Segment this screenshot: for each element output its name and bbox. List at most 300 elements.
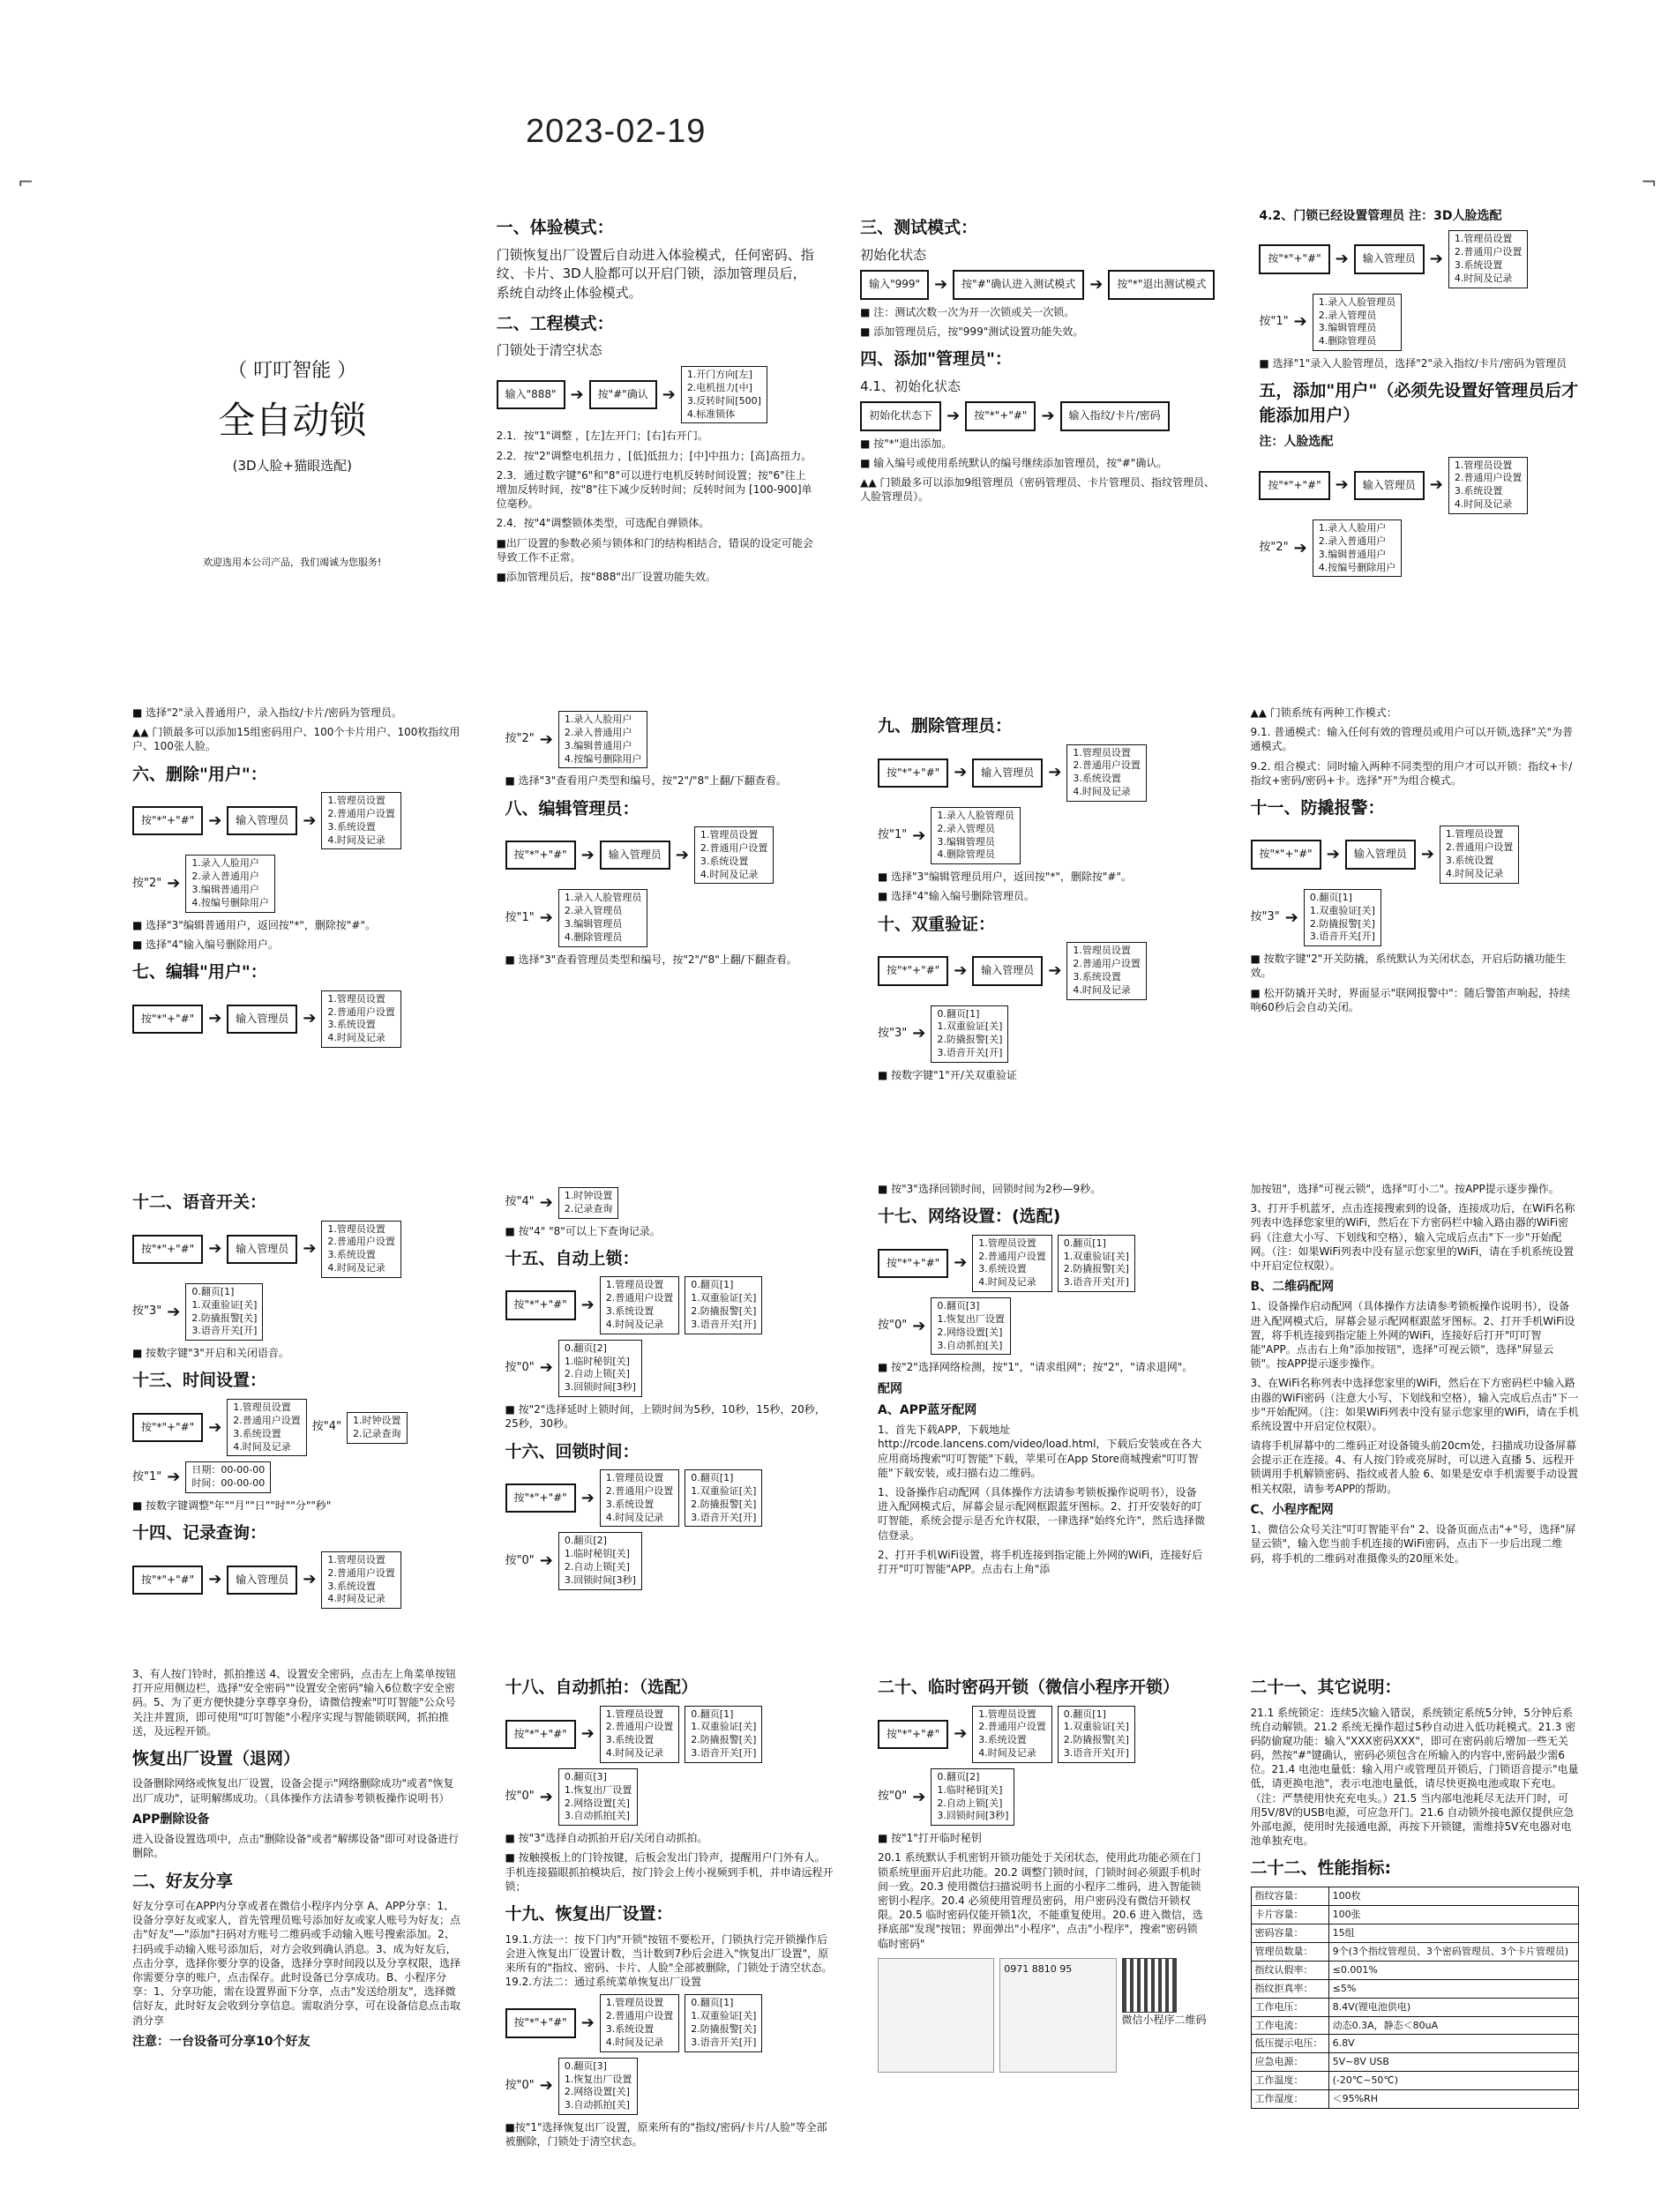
spec-row bbox=[1251, 2035, 1579, 2053]
spec-row bbox=[1251, 1998, 1579, 2016]
paragraph: 3、在WiFi名称列表中选择您家里的WiFi，然后在下方密码栏中输入路由器的WiFi密码（注意大小写、下划线和空格），输入完成后点击"下一步"开始配网。（注：如果WiFi列表中没有显示您家里的WiFi，请在手机系统设置中开启定位权限）。 bbox=[1250, 1377, 1579, 1432]
paragraph: ■ 按数字键"3"开启和关闭语音。 bbox=[132, 1347, 289, 1360]
arrow-icon: ➔ bbox=[912, 1024, 926, 1043]
flow-box: 按"*"+"#" bbox=[505, 2008, 576, 2037]
arrow-icon: ➔ bbox=[539, 1787, 553, 1806]
flow-box: 按"*"+"#" bbox=[505, 1720, 576, 1749]
flow-diagram bbox=[505, 826, 834, 884]
key-label: 按"3" bbox=[132, 1304, 162, 1319]
section-panel bbox=[878, 1667, 1207, 2178]
flow-diagram bbox=[878, 744, 1207, 802]
section-panel bbox=[505, 1667, 834, 2178]
menu-list: 1.管理员设置 2.普通用户设置 3.系统设置 4.时间及记录 bbox=[1066, 942, 1147, 999]
menu-list: 1.录入人脸用户 2.录入普通用户 3.编辑普通用户 4.按编号删除用户 bbox=[558, 711, 648, 768]
paragraph: 进入设备设置选项中，点击"删除设备"或者"解绑设备"即可对设备进行删除。 bbox=[132, 1833, 460, 1860]
flow-box: 按"*"+"#" bbox=[505, 841, 576, 870]
section-heading: 注意：一台设备可分享10个好友 bbox=[132, 2034, 311, 2049]
section-heading: 八、编辑管理员： bbox=[505, 798, 640, 818]
section-heading: B、二维码配网 bbox=[1250, 1280, 1335, 1295]
flow-diagram bbox=[497, 366, 817, 423]
paragraph: 19.1.方法一：按下门内"开锁"按钮不要松开，门锁执行完开锁操作后会进入恢复出厂设置计数，当计数到7秒后会进入"恢复出厂设置"，原来所有的"指纹、密码、卡片、人脸"全部被删除，门锁处于清空状态。19.2.方法二：通过系统菜单恢复出厂设置 bbox=[505, 1932, 833, 1989]
section-heading: 二十二、性能指标: bbox=[1250, 1858, 1392, 1879]
spec-value: (-20℃~50℃) bbox=[1328, 2072, 1578, 2090]
flow-diagram bbox=[878, 942, 1207, 999]
paragraph: 2.3．通过数字键"6"和"8"可以进行电机反转时间设置；按"6"往上增加反转时间，按"8"往下减少反转时间；反转时间为 [100-900]单位毫秒。 bbox=[496, 468, 812, 511]
section-heading: APP删除设备 bbox=[132, 1812, 210, 1827]
flow-box: 输入管理员 bbox=[1345, 840, 1416, 869]
paragraph: ■ 按"3"选择自动抓拍开启/关闭自动抓拍。 bbox=[505, 1832, 708, 1845]
paragraph: ■ 按"*"退出添加。 bbox=[860, 437, 953, 450]
spec-value: ≤5% bbox=[1328, 1979, 1578, 1998]
cover-panel bbox=[132, 207, 453, 666]
menu-list: 1.管理员设置 2.普通用户设置 3.系统设置 4.时间及记录 bbox=[321, 1551, 401, 1609]
paragraph: 3、有人按门铃时，抓拍推送 4、设置安全密码，点击左上角菜单按钮打开应用侧边栏，选择"安全密码""设置安全密码"输入6位数字安全密码。5、为了更方便快捷分享尊享身份，请微信搜索"叮叮智能"公众号关注并置顶，即可使用"叮叮智能"小程序实现与智能锁联网，抓拍推送，及远程开锁。 bbox=[132, 1668, 457, 1737]
arrow-icon: ➔ bbox=[208, 1009, 222, 1028]
flow-box: 按"*"退出测试模式 bbox=[1108, 270, 1215, 299]
product-subtitle: (3D人脸+猫眼选配) bbox=[232, 457, 352, 474]
spec-label: 指纹容量： bbox=[1251, 1887, 1328, 1905]
section-heading: 二、好友分享 bbox=[132, 1871, 234, 1891]
menu-list: 1.管理员设置 2.普通用户设置 3.系统设置 4.时间及记录 bbox=[1448, 230, 1529, 288]
menu-list: 1.管理员设置 2.普通用户设置 3.系统设置 4.时间及记录 bbox=[600, 1469, 680, 1527]
temp-password: 0971 8810 95 bbox=[1004, 1962, 1073, 1975]
spec-value: 100张 bbox=[1328, 1905, 1578, 1924]
menu-list: 0.翻页[1] 1.双重验证[关] 2.防撬报警[关] 3.语音开关[开] bbox=[1304, 889, 1381, 946]
spec-table bbox=[1251, 1887, 1580, 2109]
crop-mark: ¬ bbox=[1641, 172, 1657, 194]
section-panel bbox=[1259, 207, 1579, 666]
paragraph: 2.1．按"1"调整 ，[左]左开门；[右]右开门。 bbox=[496, 430, 708, 443]
menu-list: 1.录入人脸用户 2.录入普通用户 3.编辑普通用户 4.按编号删除用户 bbox=[185, 855, 275, 912]
section-heading: 恢复出厂设置（退网） bbox=[132, 1748, 301, 1768]
flow-diagram bbox=[878, 1235, 1207, 1292]
flow-box: 输入管理员 bbox=[972, 759, 1043, 788]
menu-list: 0.翻页[1] 1.双重验证[关] 2.防撬报警[关] 3.语音开关[开] bbox=[1058, 1235, 1135, 1292]
flow-box: 初始化状态下 bbox=[860, 401, 941, 430]
spec-row bbox=[1251, 1887, 1579, 1905]
arrow-icon: ➔ bbox=[539, 1551, 553, 1571]
arrow-icon: ➔ bbox=[912, 1316, 926, 1335]
paragraph: ■ 输入编号或使用系统默认的编号继续添加管理员，按"#"确认。 bbox=[860, 456, 1168, 469]
spec-value: 动态0.3A，静态＜80uA bbox=[1328, 2016, 1578, 2035]
section-panel bbox=[497, 207, 817, 666]
key-label: 按"0" bbox=[505, 2078, 535, 2092]
paragraph: ■ 按"2"选择延时上锁时间，上锁时间为5秒，10秒，15秒，20秒，25秒，30秒。 bbox=[505, 1403, 826, 1431]
paragraph: ■ 按"2"选择网络检测，按"1"，"请求组网"；按"2"，"请求退网"。 bbox=[878, 1361, 1193, 1374]
flow-diagram bbox=[878, 1706, 1207, 1763]
page-row-3 bbox=[132, 1182, 1579, 1640]
flow-diagram bbox=[505, 889, 834, 946]
menu-list: 1.时钟设置 2.记录查询 bbox=[558, 1187, 619, 1219]
paragraph: 3、打开手机蓝牙，点击连接搜索到的设备，连接成功后，在WiFi名称列表中选择您家里的WiFi，然后在下方密码栏中输入路由器的WiFi密码（注意大小写、下划线和空格），输入完成后点击"下一步"开始配网。（注：如果WiFi列表中没有显示您家里的WiFi，请在手机系统设置中开启定位权限）。 bbox=[1250, 1202, 1575, 1272]
paragraph: 21.1 系统锁定：连续5次输入错误，系统锁定系统5分钟，5分钟后系统自动解锁。21.2 系统无操作超过5秒自动进入低功耗模式。21.3 密码防偷窥功能：输入"XXX密码XXX"，即可在密码前后增加一些无关码，然按"#"键确认，密码必须包含在所输入的内容中,密码最少需6位。21.4 电池电量低：输入用户或管理员开锁后，门锁语音提示"电量低，请更换电池"，表示电池电量低，请尽快更换电池或取下充电。（注：严禁使用快充充电头。）21.5 当内部电池耗尽无法开门时，可用5V/8V的USB电源，可应急开门。21.6 自动锁外接电源仅提供应急外部电源，使用时先接通电源，再按下开锁键，需维持5V充电器对电池单独充电。 bbox=[1250, 1706, 1579, 1848]
section-panel bbox=[132, 706, 461, 1147]
menu-list: 0.翻页[2] 1.临时秘钥[关] 2.自动上锁[关] 3.回锁时间[3秒] bbox=[931, 1768, 1014, 1826]
section-heading: 十五、自动上锁： bbox=[505, 1248, 640, 1268]
menu-list: 0.翻页[1] 1.双重验证[关] 2.防撬报警[关] 3.语音开关[开] bbox=[685, 1276, 762, 1334]
key-label: 按"1" bbox=[878, 828, 908, 842]
paragraph: ■ 按数字键"1"开/关双重验证 bbox=[878, 1068, 1017, 1081]
flow-diagram bbox=[1259, 230, 1579, 288]
flow-box: 按"*"+"#" bbox=[878, 1720, 948, 1749]
arrow-icon: ➔ bbox=[1048, 763, 1062, 782]
flow-box: 按"#"确认 bbox=[589, 380, 657, 409]
flow-box: 按"*"+"#" bbox=[878, 1249, 948, 1278]
paragraph: 注：人脸选配 bbox=[1259, 435, 1334, 450]
flow-diagram bbox=[1259, 294, 1579, 351]
arrow-icon: ➔ bbox=[1429, 475, 1443, 495]
arrow-icon: ➔ bbox=[934, 274, 948, 294]
flow-box: 输入管理员 bbox=[227, 806, 297, 835]
flow-diagram bbox=[132, 792, 461, 849]
arrow-icon: ➔ bbox=[208, 1570, 222, 1589]
menu-list: 1.管理员设置 2.普通用户设置 3.系统设置 4.时间及记录 bbox=[972, 1706, 1052, 1763]
arrow-icon: ➔ bbox=[1293, 538, 1307, 557]
flow-diagram bbox=[132, 1399, 461, 1456]
paragraph: 4.1、初始化状态 bbox=[860, 377, 961, 394]
arrow-icon: ➔ bbox=[580, 1296, 595, 1315]
flow-diagram bbox=[1259, 519, 1579, 577]
paragraph: ■ 选择"1"录入人脸管理员，选择"2"录入指纹/卡片/密码为管理员 bbox=[1259, 357, 1568, 370]
section-heading: 十一、防撬报警： bbox=[1250, 797, 1385, 818]
section-heading: 五，添加"用户"（必须先设置好管理员后才能添加用户） bbox=[1259, 381, 1579, 425]
paragraph: ■ 选择"4"输入编号删除管理员。 bbox=[878, 890, 1035, 903]
spec-value: 5V~8V USB bbox=[1328, 2053, 1578, 2072]
paragraph: 门锁处于清空状态 bbox=[496, 342, 602, 359]
flow-diagram bbox=[505, 1340, 834, 1397]
menu-list: 1.录入人脸管理员 2.录入管理员 3.编辑管理员 4.删除管理员 bbox=[1313, 294, 1403, 351]
flow-box: 按"*"+"#" bbox=[1251, 840, 1321, 869]
flow-box: 按"*"+"#" bbox=[132, 1566, 203, 1595]
menu-list: 1.管理员设置 2.普通用户设置 3.系统设置 4.时间及记录 bbox=[321, 1221, 401, 1278]
arrow-icon: ➔ bbox=[303, 1009, 317, 1028]
menu-list: 0.翻页[2] 1.临时秘钥[关] 2.自动上锁[关] 3.回锁时间[3秒] bbox=[558, 1532, 642, 1589]
flow-box: 输入管理员 bbox=[600, 841, 670, 870]
arrow-icon: ➔ bbox=[954, 1724, 968, 1744]
spec-row bbox=[1251, 1979, 1579, 1998]
paragraph: 2.2．按"2"调整电机扭力 ，[低]低扭力；[中]中扭力；[高]高扭力。 bbox=[496, 449, 812, 462]
flow-box: 输入管理员 bbox=[227, 1235, 297, 1264]
spec-row bbox=[1251, 1961, 1579, 1979]
paragraph: ■ 松开防撬开关时，界面显示"联网报警中"：随后警笛声响起，持续响60秒后会自动关闭。 bbox=[1250, 986, 1570, 1013]
section-heading: 六、删除"用户"： bbox=[132, 764, 267, 784]
section-heading: 十九、恢复出厂设置： bbox=[505, 1904, 673, 1924]
flow-box: 按"*"+"#" bbox=[505, 1290, 576, 1319]
spec-label: 卡片容量： bbox=[1251, 1905, 1328, 1924]
section-panel bbox=[1251, 1667, 1580, 2178]
flow-box: 按"*"+"#" bbox=[1259, 244, 1329, 273]
arrow-icon: ➔ bbox=[675, 845, 689, 864]
paragraph: 1、微信公众号关注"叮叮智能平台" 2、设备页面点击"+"号，选择"屏显云锁"，输入您当前手机连接的WiFi密码，点击下一步后出现二维码，将手机的二维码对准摄像头的20厘米处。 bbox=[1250, 1523, 1576, 1565]
paragraph: 20.1 系统默认手机密钥开锁功能处于关闭状态，使用此功能必须在门锁系统里面开启此功能。20.2 调整门锁时间，门锁时间必须跟手机时间一致。20.3 使用微信扫描说明书上面的小程序二维码，进入智能锁密钥小程序。20.4 必须使用管理员密码，用户密码没有微信开锁权限。20.5 临时密码仅能开锁1次，不能重复使用。20.6 进入微信，选择底部"发现"按钮；界面弹出"小程序"，点击"小程序"，搜索"密码锁临时密码" bbox=[878, 1851, 1203, 1950]
flow-diagram bbox=[132, 990, 461, 1048]
paragraph: ■出厂设置的参数必须与锁体和门的结构相结合，错误的设定可能会导致工作不正常。 bbox=[496, 536, 813, 564]
flow-box: 按"*"+"#" bbox=[965, 401, 1036, 430]
menu-list: 0.翻页[2] 1.临时秘钥[关] 2.自动上锁[关] 3.回锁时间[3秒] bbox=[558, 1340, 642, 1397]
flow-diagram bbox=[1251, 889, 1580, 946]
arrow-icon: ➔ bbox=[208, 1417, 222, 1437]
arrow-icon: ➔ bbox=[580, 1488, 595, 1507]
arrow-icon: ➔ bbox=[303, 1570, 317, 1589]
menu-list: 1.管理员设置 2.普通用户设置 3.系统设置 4.时间及记录 bbox=[1440, 826, 1520, 883]
spec-label: 工作电压： bbox=[1251, 1998, 1328, 2016]
paragraph: ■ 按"4" "8"可以上下查询记录。 bbox=[505, 1224, 661, 1237]
paragraph: ▲▲ 门锁最多可以添加9组管理员（密码管理员、卡片管理员、指纹管理员、人脸管理员）。 bbox=[860, 476, 1216, 504]
flow-diagram bbox=[505, 1532, 834, 1589]
qr-label: 微信小程序二维码 bbox=[1121, 2013, 1207, 2026]
paragraph: 设备删除网络或恢复出厂设置，设备会提示"网络删除成功"或者"恢复出厂成功"，证明解绑成功。（具体操作方法请参考锁板操作说明书） bbox=[132, 1777, 454, 1805]
flow-diagram bbox=[505, 711, 834, 768]
section-panel bbox=[1251, 706, 1580, 1147]
menu-list: 0.翻页[1] 1.双重验证[关] 2.防撬报警[关] 3.语音开关[开] bbox=[185, 1283, 263, 1341]
section-panel bbox=[1251, 1182, 1580, 1640]
key-label: 按"0" bbox=[878, 1319, 908, 1333]
arrow-icon: ➔ bbox=[954, 960, 968, 980]
key-label: 按"4" bbox=[505, 1195, 535, 1209]
flow-diagram bbox=[505, 1706, 834, 1763]
arrow-icon: ➔ bbox=[208, 811, 222, 830]
paragraph: 请将手机屏幕中的二维码正对设备镜头前20cm处，扫描成功设备屏幕会提示正在连接。4、有人按门铃或亮屏时，可以进入直播 5、远程开锁调用手机解锁密码、指纹或者人脸 6、如果是安卓手机需要手动设置相关权限，请参考APP的帮助。 bbox=[1250, 1439, 1578, 1495]
paragraph: ■ 选择"2"录入普通用户，录入指纹/卡片/密码为管理员。 bbox=[132, 706, 402, 719]
paragraph: ■ 选择"3"编辑管理员用户，返回按"*"，删除按"#"。 bbox=[878, 871, 1132, 884]
section-heading: 配网 bbox=[878, 1381, 902, 1396]
paragraph: ■ 按触摸板上的门铃按键，后板会发出门铃声，提醒用户门外有人。手机连接猫眼抓拍模块后，按门铃会上传小视频到手机，并申请远程开锁； bbox=[505, 1851, 834, 1893]
arrow-icon: ➔ bbox=[303, 1239, 317, 1259]
section-heading: 十、双重验证： bbox=[878, 914, 996, 934]
arrow-icon: ➔ bbox=[208, 1239, 222, 1259]
flow-box: 输入管理员 bbox=[227, 1566, 297, 1595]
paragraph: 加按钮"，选择"可视云锁"，选择"叮小二"。按APP提示逐步操作。 bbox=[1250, 1183, 1560, 1195]
flow-diagram bbox=[505, 1276, 834, 1334]
spec-value: ≤0.001% bbox=[1328, 1961, 1578, 1979]
section-heading: 十四、记录查询： bbox=[132, 1523, 267, 1543]
paragraph: ■ 选择"4"输入编号删除用户。 bbox=[132, 938, 279, 952]
flow-box: 按"*"+"#" bbox=[132, 806, 203, 835]
paragraph: 1、首先下载APP，下载地址http://rcode.lancens.com/video/load.html，下载后安装或在各大应用商场搜索"叮叮智能"下载，苹果可在App Store商城搜索"叮叮智能"下载安装，或扫描右边二维码。 bbox=[878, 1424, 1202, 1479]
menu-list: 1.录入人脸用户 2.录入普通用户 3.编辑普通用户 4.按编号删除用户 bbox=[1313, 519, 1403, 577]
key-label: 按"1" bbox=[505, 910, 535, 924]
flow-diagram bbox=[132, 855, 461, 912]
paragraph: ■ 添加管理员后，按"999"测试设置功能失效。 bbox=[860, 325, 1084, 338]
arrow-icon: ➔ bbox=[167, 1468, 181, 1487]
paragraph: ■添加管理员后，按"888"出厂设置功能失效。 bbox=[496, 570, 716, 583]
arrow-icon: ➔ bbox=[570, 385, 584, 404]
flow-diagram bbox=[878, 807, 1207, 864]
menu-list: 日期：00-00-00 时间：00-00-00 bbox=[185, 1461, 271, 1493]
paragraph: 初始化状态 bbox=[860, 246, 927, 263]
flow-box: 输入管理员 bbox=[1354, 244, 1425, 273]
flow-diagram bbox=[132, 1461, 461, 1493]
flow-box: 按"*"+"#" bbox=[132, 1235, 203, 1264]
flow-box: 按"*"+"#" bbox=[1259, 471, 1329, 500]
spec-value: ＜95%RH bbox=[1328, 2090, 1578, 2109]
spec-value: 6.8V bbox=[1328, 2035, 1578, 2053]
flow-diagram bbox=[132, 1283, 461, 1341]
spec-row bbox=[1251, 1905, 1579, 1924]
page-row-2 bbox=[132, 706, 1579, 1147]
spec-value: 8.4V(锂电池供电) bbox=[1328, 1998, 1578, 2016]
brand-name: （ 叮叮智能 ） bbox=[228, 360, 357, 382]
arrow-icon: ➔ bbox=[954, 763, 968, 782]
paragraph: 9.1. 普通模式：输入任何有效的管理员或用户可以开锁,选择"关"为普通模式。 bbox=[1250, 726, 1574, 753]
arrow-icon: ➔ bbox=[946, 407, 961, 425]
arrow-icon: ➔ bbox=[1335, 475, 1349, 495]
flow-box: 按"*"+"#" bbox=[132, 1005, 203, 1034]
qr-code-icon bbox=[1122, 1958, 1177, 2013]
menu-list: 1.管理员设置 2.普通用户设置 3.系统设置 4.时间及记录 bbox=[321, 990, 401, 1048]
print-date: 2023-02-19 bbox=[526, 113, 707, 150]
flow-diagram bbox=[505, 2058, 834, 2115]
arrow-icon: ➔ bbox=[303, 811, 317, 830]
arrow-icon: ➔ bbox=[167, 874, 181, 893]
spec-label: 管理员数量： bbox=[1251, 1942, 1328, 1961]
flow-box: 按"*"+"#" bbox=[132, 1413, 203, 1442]
spec-row bbox=[1251, 1924, 1579, 1942]
arrow-icon: ➔ bbox=[1429, 249, 1443, 268]
section-panel bbox=[505, 1182, 834, 1640]
key-label: 按"0" bbox=[878, 1790, 908, 1804]
menu-list: 1.管理员设置 2.普通用户设置 3.系统设置 4.时间及记录 bbox=[321, 792, 401, 849]
paragraph: ■按"1"选择恢复出厂设置，原来所有的"指纹/密码/卡片/人脸"等全部被删除，门锁处于清空状态。 bbox=[505, 2121, 827, 2148]
spec-row bbox=[1251, 2072, 1579, 2090]
section-heading: C、小程序配网 bbox=[1250, 1502, 1334, 1517]
arrow-icon: ➔ bbox=[1420, 845, 1434, 864]
section-heading: 二、工程模式： bbox=[496, 313, 614, 333]
section-heading: 二十一、其它说明： bbox=[1250, 1678, 1402, 1697]
section-heading: 四、添加"管理员"： bbox=[860, 349, 1012, 370]
arrow-icon: ➔ bbox=[1089, 274, 1104, 294]
menu-list: 1.录入人脸管理员 2.录入管理员 3.编辑管理员 4.删除管理员 bbox=[558, 889, 648, 946]
app-screenshot bbox=[999, 1958, 1116, 2073]
section-heading: 九、删除管理员： bbox=[878, 716, 1013, 736]
arrow-icon: ➔ bbox=[1335, 249, 1349, 268]
key-label: 按"4" bbox=[311, 1420, 342, 1434]
spec-value: 15组 bbox=[1328, 1924, 1578, 1942]
menu-list: 1.管理员设置 2.普通用户设置 3.系统设置 4.时间及记录 bbox=[1448, 457, 1529, 514]
key-label: 按"0" bbox=[505, 1361, 535, 1375]
paragraph: 9.2. 组合模式：同时输入两种不同类型的用户才可以开锁：指纹+卡/指纹+密码/密码+卡。选择"开"为组合模式。 bbox=[1250, 759, 1573, 787]
menu-list: 1.管理员设置 2.普通用户设置 3.系统设置 4.时间及记录 bbox=[600, 1994, 680, 2051]
paragraph: ■ 注：测试次数一次为开一次锁或关一次锁。 bbox=[860, 305, 1075, 318]
flow-diagram bbox=[505, 1469, 834, 1527]
section-heading: 一、体验模式： bbox=[496, 218, 614, 237]
arrow-icon: ➔ bbox=[912, 1787, 926, 1806]
paragraph: 门锁恢复出厂设置后自动进入体验模式，任何密码、指纹、卡片、3D人脸都可以开启门锁，添加管理员后，系统自动终止体验模式。 bbox=[496, 246, 814, 302]
flow-diagram bbox=[878, 1297, 1207, 1355]
menu-list: 0.翻页[3] 1.恢复出厂设置 2.网络设置[关] 3.自动抓拍[关] bbox=[558, 2058, 639, 2115]
section-heading: 三、测试模式： bbox=[860, 218, 978, 237]
menu-list: 1.录入人脸管理员 2.录入管理员 3.编辑管理员 4.删除管理员 bbox=[931, 807, 1021, 864]
product-title: 全自动锁 bbox=[218, 398, 367, 442]
section-panel bbox=[132, 1667, 461, 2178]
flow-diagram bbox=[1259, 457, 1579, 514]
flow-box: 按"*"+"#" bbox=[878, 759, 948, 788]
section-panel bbox=[878, 706, 1207, 1147]
arrow-icon: ➔ bbox=[580, 2013, 595, 2032]
flow-box: 输入管理员 bbox=[227, 1005, 297, 1034]
flow-diagram bbox=[878, 1005, 1207, 1063]
flow-diagram bbox=[132, 1551, 461, 1609]
flow-diagram bbox=[878, 1768, 1207, 1826]
flow-box: 输入指纹/卡片/密码 bbox=[1060, 401, 1170, 430]
section-heading: 十三、时间设置： bbox=[132, 1371, 267, 1391]
paragraph: ■ 按数字键调整"年""月""日""时""分""秒" bbox=[132, 1499, 332, 1513]
key-label: 按"0" bbox=[505, 1553, 535, 1567]
paragraph: ■ 选择"3"编辑普通用户，返回按"*"，删除按"#"。 bbox=[132, 918, 376, 931]
app-screenshot bbox=[878, 1958, 994, 2073]
app-screens bbox=[878, 1958, 1207, 2073]
menu-list: 1.管理员设置 2.普通用户设置 3.系统设置 4.时间及记录 bbox=[600, 1276, 680, 1334]
spec-label: 低压提示电压： bbox=[1251, 2035, 1328, 2053]
paragraph: ■ 按数字键"2"开关防撬，系统默认为关闭状态，开启后防撬功能生效。 bbox=[1250, 953, 1567, 980]
key-label: 按"3" bbox=[1250, 910, 1280, 924]
spec-label: 工作湿度： bbox=[1251, 2090, 1328, 2109]
key-label: 按"2" bbox=[505, 732, 535, 746]
section-panel bbox=[860, 207, 1215, 666]
spec-label: 工作温度： bbox=[1251, 2072, 1328, 2090]
flow-box: 输入"999" bbox=[860, 270, 929, 299]
paragraph: 2.4．按"4"调整锁体类型，可选配自弹锁体。 bbox=[496, 517, 710, 530]
menu-list: 1.管理员设置 2.普通用户设置 3.系统设置 4.时间及记录 bbox=[227, 1399, 307, 1456]
arrow-icon: ➔ bbox=[539, 1192, 553, 1212]
section-heading: 七、编辑"用户"： bbox=[132, 962, 267, 983]
arrow-icon: ➔ bbox=[580, 845, 595, 864]
arrow-icon: ➔ bbox=[1048, 960, 1062, 980]
spec-label: 密码容量： bbox=[1251, 1924, 1328, 1942]
section-panel bbox=[878, 1182, 1207, 1640]
key-label: 按"1" bbox=[1259, 314, 1289, 328]
arrow-icon: ➔ bbox=[662, 385, 676, 404]
paragraph: 4.2、门锁已经设置管理员 注：3D人脸选配 bbox=[1259, 209, 1502, 223]
section-panel bbox=[132, 1182, 461, 1640]
menu-list: 1.管理员设置 2.普通用户设置 3.系统设置 4.时间及记录 bbox=[1066, 744, 1147, 802]
menu-list: 1.管理员设置 2.普通用户设置 3.系统设置 4.时间及记录 bbox=[600, 1706, 680, 1763]
arrow-icon: ➔ bbox=[1284, 908, 1298, 927]
menu-list: 1.管理员设置 2.普通用户设置 3.系统设置 4.时间及记录 bbox=[972, 1235, 1052, 1292]
menu-list: 0.翻页[1] 1.双重验证[关] 2.防撬报警[关] 3.语音开关[开] bbox=[685, 1469, 762, 1527]
arrow-icon: ➔ bbox=[1041, 407, 1055, 425]
spec-value: 9个(3个指纹管理员、3个密码管理员、3个卡片管理员) bbox=[1328, 1942, 1578, 1961]
section-heading: 十六、回锁时间： bbox=[505, 1441, 640, 1461]
arrow-icon: ➔ bbox=[954, 1253, 968, 1273]
arrow-icon: ➔ bbox=[1326, 845, 1340, 864]
welcome-text: 欢迎选用本公司产品，我们竭诚为您服务! bbox=[203, 556, 382, 568]
paragraph: 好友分享可在APP内分享或者在微信小程序内分享 A、APP分享：1、设备分享好友或家人，首先管理员账号添加好友或家人账号为好友；点击"好友"—"添加"扫码对方账号二维码或手动输入账号搜索添加。2、扫码或手动输入账号添加后，对方会收到确认消息。3、成为好友后，点击分享，选择你要分享的设备，选择分享时间段以及分享权限，选择你需要分享的账户，点击保存。此时设备已分享成功。B、小程序分享：1、分享功能，需在设置界面下分享，点击"发送给朋友"，选择微信好友，此时好友会收到分享信息。需取消分享，可在设备信息点击取消分享 bbox=[132, 1900, 461, 2027]
key-label: 按"3" bbox=[878, 1026, 908, 1040]
section-heading: 二十、临时密码开锁（微信小程序开锁） bbox=[878, 1678, 1180, 1697]
flow-box: 输入管理员 bbox=[972, 956, 1043, 985]
flow-diagram bbox=[132, 1221, 461, 1278]
flow-box: 按"*"+"#" bbox=[878, 956, 948, 985]
menu-list: 0.翻页[1] 1.双重验证[关] 2.防撬报警[关] 3.语音开关[开] bbox=[1058, 1706, 1135, 1763]
spec-row bbox=[1251, 1942, 1579, 1961]
flow-diagram bbox=[505, 1994, 834, 2051]
key-label: 按"2" bbox=[1259, 541, 1289, 555]
menu-list: 0.翻页[1] 1.双重验证[关] 2.防撬报警[关] 3.语音开关[开] bbox=[685, 1706, 762, 1763]
flow-box: 按"*"+"#" bbox=[505, 1483, 576, 1513]
menu-list: 1.开门方向[左] 2.电机扭力[中] 3.反转时间[500] 4.标准锁体 bbox=[681, 366, 767, 423]
menu-list: 0.翻页[1] 1.双重验证[关] 2.防撬报警[关] 3.语音开关[开] bbox=[685, 1994, 762, 2051]
arrow-icon: ➔ bbox=[539, 729, 553, 749]
qr-block bbox=[1122, 1958, 1207, 2073]
spec-label: 应急电源： bbox=[1251, 2053, 1328, 2072]
arrow-icon: ➔ bbox=[167, 1302, 181, 1321]
paragraph: 1、设备操作启动配网（具体操作方法请参考锁板操作说明书），设备进入配网模式后，屏幕会显示配网框跟蓝牙图标。2、打开手机WiFi设置，将手机连接到指定能上外网的WiFi，连接好后打开"叮叮智能"APP。点击右上角"添加按钮"，选择"可视云锁"，选择"屏显云锁"。按APP提示逐步操作。 bbox=[1250, 1300, 1575, 1371]
menu-list: 1.管理员设置 2.普通用户设置 3.系统设置 4.时间及记录 bbox=[694, 826, 774, 884]
menu-list: 0.翻页[3] 1.恢复出厂设置 2.网络设置[关] 3.自动抓拍[关] bbox=[931, 1297, 1011, 1355]
paragraph: ■ 选择"3"查看管理员类型和编号，按"2"/"8"上翻/下翻查看。 bbox=[505, 953, 797, 966]
paragraph: ▲▲ 门锁系统有两种工作模式： bbox=[1250, 706, 1397, 719]
